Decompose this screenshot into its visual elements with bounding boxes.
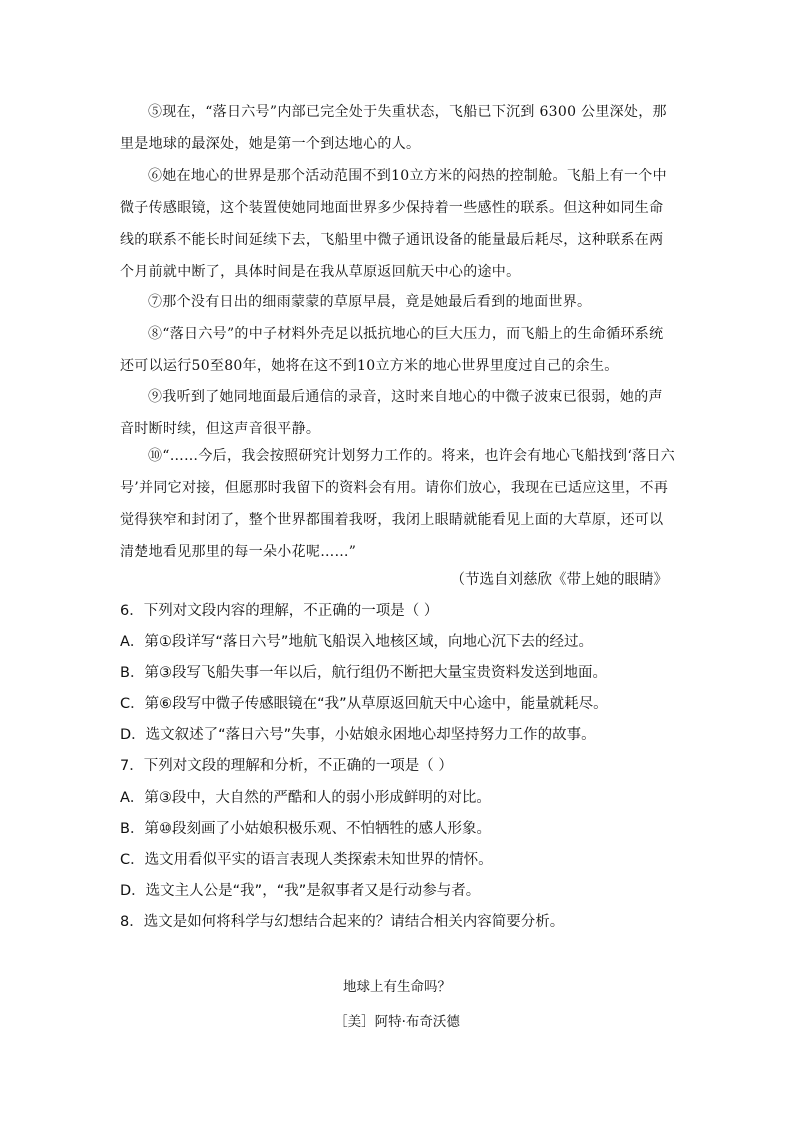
- source-citation: （节选自刘慈欣《带上她的眼睛》: [450, 572, 668, 588]
- next-article-title: 地球上有生命吗？: [343, 979, 451, 995]
- question-7-option-d: D．选文主人公是“我”，“我”是叙事者又是行动参与者。: [120, 883, 481, 899]
- question-6-stem: 6．下列对文段内容的理解，不正确的一项是（ ）: [120, 603, 439, 619]
- question-7-option-c: C．选文用看似平实的语言表现人类探索未知世界的情怀。: [120, 852, 493, 868]
- story-paragraph-6: ⑥她在地心的世界是那个活动范围不到10立方米的闷热的控制舱。飞船上有一个中微子传感眼镜，这个装置使她同地面世界多少保持着一些感性的联系。但这种如同生命线的联系不能长时间延续下去，飞船里中微子通讯设备的能量最后耗尽，这种联系在两个月前就中断了，具体时间是在我从草原返回航天中心的途中。: [120, 168, 667, 280]
- story-paragraph-7: ⑦那个没有日出的细雨蒙蒙的草原早晨，竟是她最后看到的地面世界。: [148, 294, 592, 310]
- question-6-option-b: B．第③段写飞船失事一年以后，航行组仍不断把大量宝贵资料发送到地面。: [120, 665, 607, 681]
- story-paragraph-8: ⑧“落日六号”的中子材料外壳足以抵抗地心的巨大压力，而飞船上的生命循环系统还可以运行50至80年，她将在这不到10立方米的地心世界里度过自己的余生。: [120, 326, 664, 374]
- question-7-option-b: B．第⑩段刻画了小姑娘积极乐观、不怕牺牲的感人形象。: [120, 821, 491, 837]
- question-6-option-c: C．第⑥段写中微子传感眼镜在“我”从草原返回航天中心途中，能量就耗尽。: [120, 696, 608, 712]
- question-6-option-d: D．选文叙述了“落日六号”失事，小姑娘永困地心却坚持努力工作的故事。: [120, 727, 596, 743]
- story-paragraph-9: ⑨我听到了她同地面最后通信的录音，这时来自地心的中微子波束已很弱，她的声音时断时续，但这声音很平静。: [120, 389, 663, 437]
- question-6-option-a: A．第①段详写“落日六号”地航飞船误入地核区域，向地心沉下去的经过。: [120, 634, 593, 650]
- story-paragraph-5: ⑤现在，“落日六号”内部已完全处于失重状态，飞船已下沉到 6300 公里深处，那里是地球的最深处，她是第一个到达地心的人。: [120, 104, 667, 152]
- question-7-option-a: A．第③段中，大自然的严酷和人的弱小形成鲜明的对比。: [120, 790, 491, 806]
- question-8-stem: 8．选文是如何将科学与幻想结合起来的？请结合相关内容简要分析。: [120, 914, 565, 930]
- story-paragraph-10: ⑩“……今后，我会按照研究计划努力工作的。将来，也许会有地心飞船找到‘落日六号’并同它对接，但愿那时我留下的资料会有用。请你们放心，我现在已适应这里，不再觉得狭窄和封闭了，整个世界都围着我呀，我闭上眼睛就能看见上面的大草原，还可以清楚地看见那里的每一朵小花呢……”: [120, 448, 676, 560]
- next-article-author: ［美］阿特·布奇沃德: [334, 1014, 460, 1030]
- question-7-stem: 7．下列对文段的理解和分析，不正确的一项是（ ）: [120, 758, 453, 774]
